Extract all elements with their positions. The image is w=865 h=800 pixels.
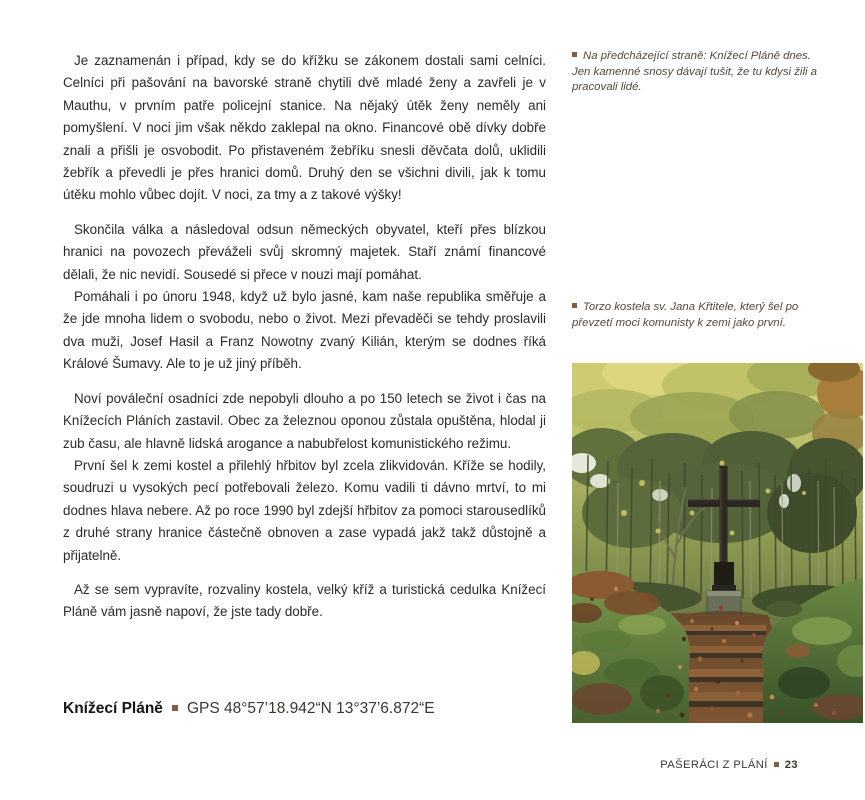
- gps-coordinates: GPS 48°57’18.942“N 13°37’6.872“E: [186, 700, 435, 717]
- photo-caption-previous-page: [572, 49, 824, 96]
- paragraph: Skončila válka a následoval odsun německých obyvatel, kteří přes blízkou hranici na povozech převáželi svůj skromný majetek. Staří známí financové dělali, že nic nevidí. Sousedé si přece v nouzi mají pomáhat.: [63, 221, 546, 282]
- square-bullet-icon: [774, 762, 779, 767]
- caption-text: Torzo kostela sv. Jana Křtitele, který šel po převzetí moci komunisty k zemi jako první.: [572, 301, 799, 329]
- photo-cross-knizeci-plane: [572, 363, 863, 723]
- page-footer: [660, 759, 798, 771]
- location-name: Knížecí Pláně: [63, 700, 163, 717]
- paragraph: Až se sem vypravíte, rozvaliny kostela, velký kříž a turistická cedulka Knížecí Pláně vám jasně napoví, že jste tady dobře.: [63, 581, 546, 620]
- page-number: 23: [784, 759, 798, 771]
- paragraph: Pomáhali i po únoru 1948, když už bylo jasné, kam naše republika směřuje a že jde mnoha lidem o svobodu, nebo o život. Mezi převaděči se tehdy proslavili dva muži, Josef Hasil a Franz Nowotny zvaný Kilián, kterým se dodnes říká Králové Šumavy. Ale to je už jiný příběh.: [63, 289, 546, 372]
- article-text: [63, 50, 546, 624]
- caption-text: Na předcházející straně: Knížecí Pláně dnes. Jen kamenné snosy dávají tušit, že tu kdysi žili a pracovali lidé.: [572, 50, 818, 94]
- chapter-title: PAŠERÁCI Z PLÁNÍ: [660, 759, 768, 771]
- paragraph: Je zaznamenán i případ, kdy se do křížku se zákonem dostali sami celníci. Celníci při pašování na bavorské straně chytili dvě mladé ženy a zavřeli je v Mauthu, v prvním patře policejní stanice. Na nějaký útěk ženy neměly ani pomyšlení. V noci jim však někdo zaklepal na okno. Financové obě dívky dobře znali a přišli je osvobodit. Po přistaveném žebříku snesli děvčata dolů, uklidili žebřík a převedli je přes hranici domů. Druhý den se všichni divili, jak k tomu útěku mohlo vůbec dojít. V noci, za tmy a z takové výšky!: [63, 53, 546, 203]
- square-bullet-icon: [172, 705, 178, 711]
- square-bullet-icon: [572, 52, 577, 57]
- paragraph: Noví pováleční osadníci zde nepobyli dlouho a po 150 letech se život i čas na Knížecích Pláních zastavil. Obec za železnou oponou zůstala opuštěna, hlodal ji zub času, ale hlavně lidská arogance a nabubřelost komunistického režimu.: [63, 390, 546, 451]
- location-gps-line: [63, 700, 435, 718]
- photo-caption-church: [572, 300, 824, 331]
- square-bullet-icon: [572, 303, 577, 308]
- photo-illustration: [572, 363, 863, 723]
- paragraph: První šel k zemi kostel a přilehlý hřbitov byl zcela zlikvidován. Kříže se hodily, soudruzi u vysokých pecí potřebovali železo. Komu vadili ti dávno mrtví, to mi dodnes hlava nebere. Až po roce 1990 byl zdejší hřbitov za pomoci starousedlíků z druhé strany hranice částečně obnoven a zase vypadá jakž takž důstojně a přijatelně.: [63, 457, 546, 563]
